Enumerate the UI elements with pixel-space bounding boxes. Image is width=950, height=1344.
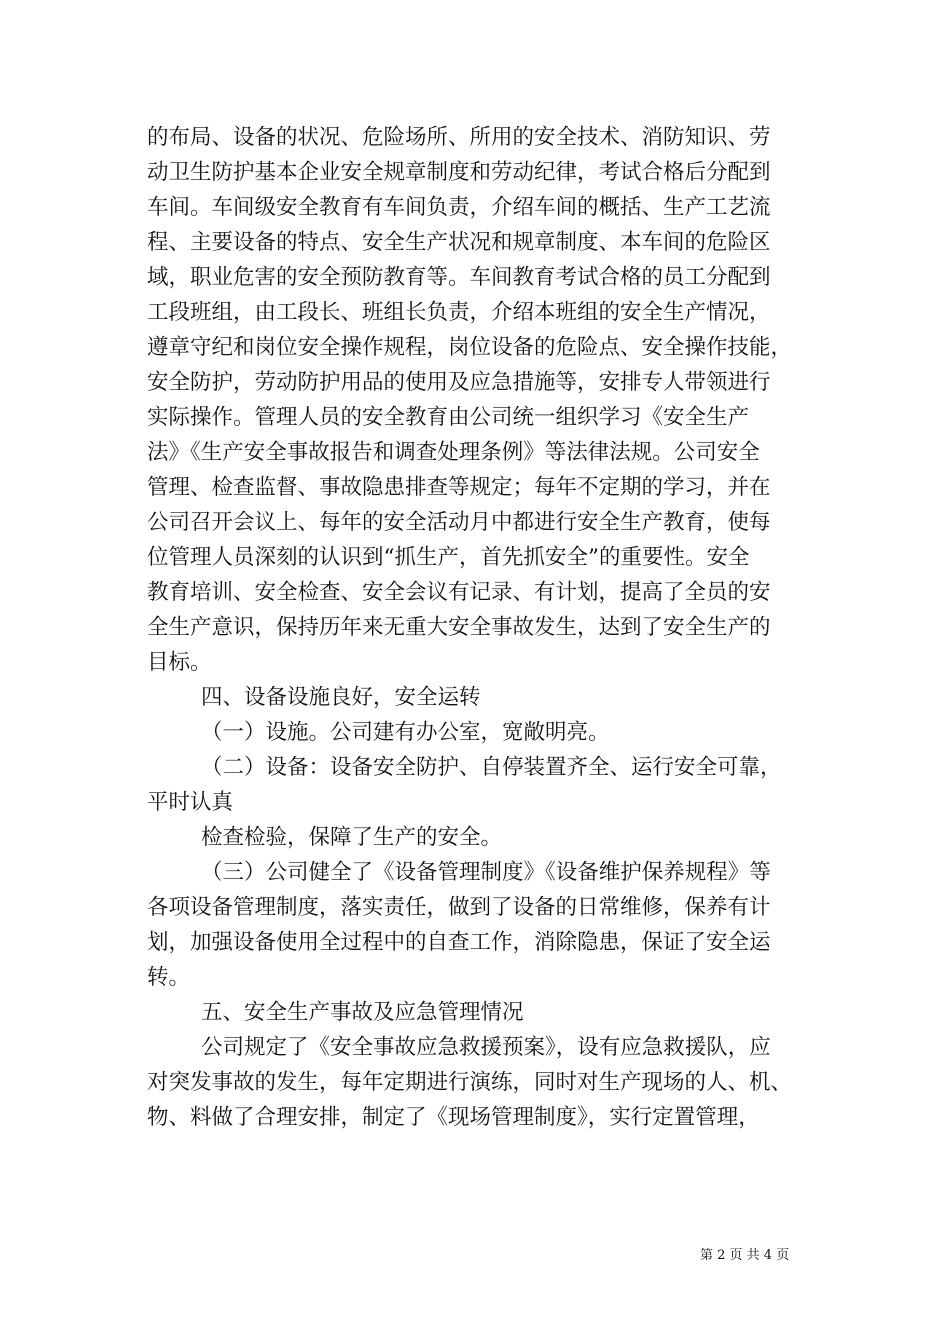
text-line: 转。 [147, 965, 191, 990]
text-line: 检查检验，保障了生产的安全。 [201, 825, 503, 850]
text-line: （三）公司健全了《设备管理制度》《设备维护保养规程》等 [201, 860, 771, 885]
text-line: 动卫生防护基本企业安全规章制度和劳动纪律，考试合格后分配到 [147, 160, 771, 185]
text-line: 法》《生产安全事故报告和调查处理条例》等法律法规。公司安全 [147, 440, 760, 465]
text-line: 遵章守纪和岗位安全操作规程，岗位设备的危险点、安全操作技能， [147, 335, 793, 360]
text-line: 实际操作。管理人员的安全教育由公司统一组织学习《安全生产 [147, 405, 750, 430]
text-line: 公司召开会议上、每年的安全活动月中都进行安全生产教育，使每 [147, 510, 771, 535]
text-line: 平时认真 [147, 790, 234, 815]
text-line: 划，加强设备使用全过程中的自查工作，消除隐患，保证了安全运 [147, 930, 771, 955]
text-line: 各项设备管理制度，落实责任，做到了设备的日常维修，保养有计 [147, 895, 771, 920]
text-line: 目标。 [147, 650, 212, 675]
text-line: （一）设施。公司建有办公室，宽敞明亮。 [201, 720, 610, 745]
page-number: 第 2 页 共 4 页 [700, 1248, 790, 1263]
text-line: 全生产意识，保持历年来无重大安全事故发生，达到了安全生产的 [147, 615, 771, 640]
text-line: 管理、检查监督、事故隐患排查等规定；每年不定期的学习，并在 [147, 475, 771, 500]
text-line: 物、料做了合理安排，制定了《现场管理制度》，实行定置管理， [147, 1105, 760, 1130]
text-line: 车间。车间级安全教育有车间负责，介绍车间的概括、生产工艺流 [147, 195, 771, 220]
text-line: 工段班组，由工段长、班组长负责，介绍本班组的安全生产情况， [147, 300, 771, 325]
section-heading: 五、安全生产事故及应急管理情况 [201, 1000, 524, 1025]
text-line: 的布局、设备的状况、危险场所、所用的安全技术、消防知识、劳 [147, 125, 771, 150]
text-line: 位管理人员深刻的认识到“抓生产，首先抓安全”的重要性。安全 [147, 545, 750, 570]
text-line: 程、主要设备的特点、安全生产状况和规章制度、本车间的危险区 [147, 230, 771, 255]
text-line: 域，职业危害的安全预防教育等。车间教育考试合格的员工分配到 [147, 265, 771, 290]
section-heading: 四、设备设施良好，安全运转 [201, 685, 481, 710]
text-line: 对突发事故的发生，每年定期进行演练，同时对生产现场的人、机、 [147, 1070, 793, 1095]
text-line: 公司规定了《安全事故应急救援预案》，设有应急救援队，应 [201, 1035, 771, 1060]
text-line: 安全防护，劳动防护用品的使用及应急措施等，安排专人带领进行 [147, 370, 771, 395]
text-line: 教育培训、安全检查、安全会议有记录、有计划，提高了全员的安 [147, 580, 771, 605]
text-line: （二）设备：设备安全防护、自停装置齐全、运行安全可靠， [201, 755, 782, 780]
